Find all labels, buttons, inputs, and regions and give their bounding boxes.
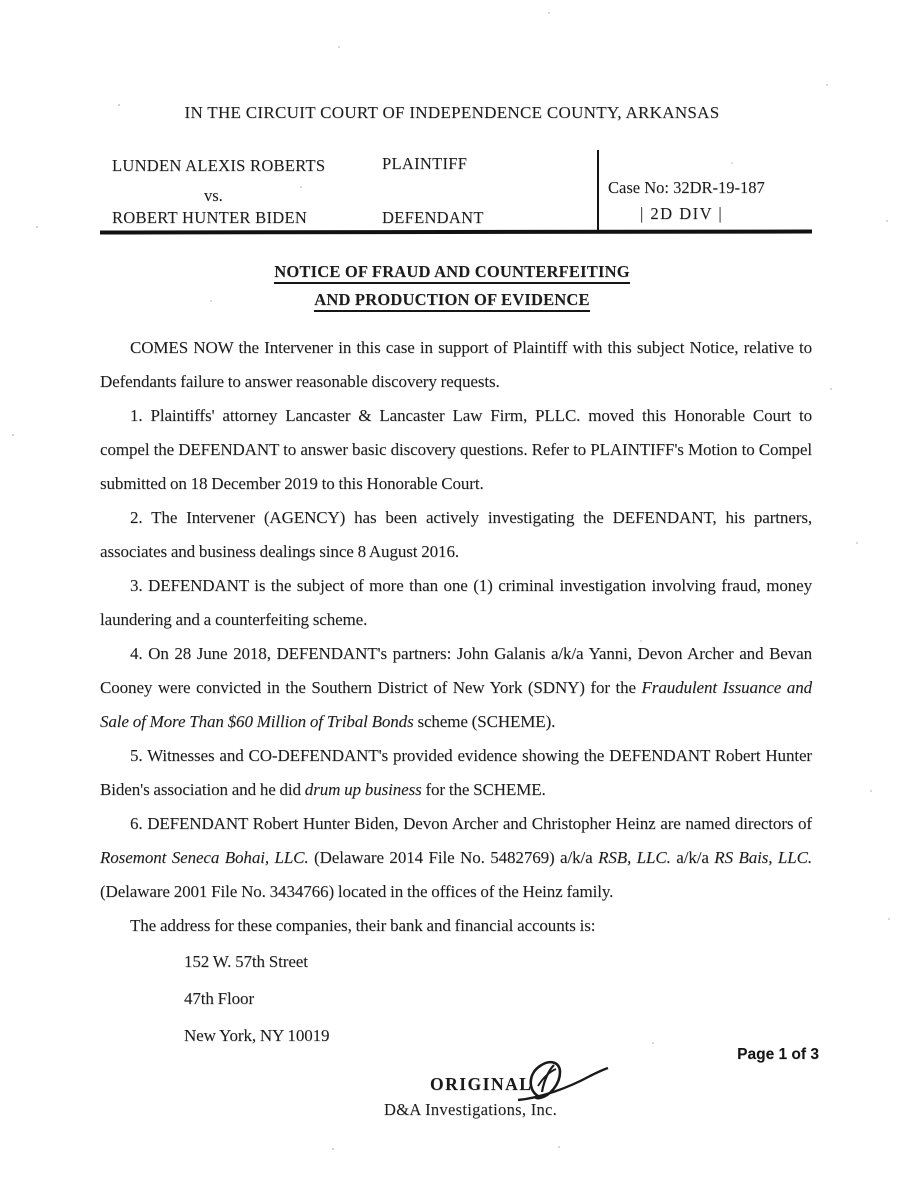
italic-text-segment: drum up business: [304, 780, 422, 799]
scan-speckle: [870, 790, 872, 792]
scan-speckle: [558, 1146, 560, 1148]
caption-vertical-divider: [597, 150, 599, 232]
case-caption: [100, 150, 812, 232]
text-segment: 3. DEFENDANT is the subject of more than one (1) criminal investigation involving fraud, money laundering and a counterfeiting scheme.: [100, 576, 812, 629]
caption-bottom-rule: [100, 230, 812, 235]
body-paragraph: [100, 569, 812, 637]
address-line: 152 W. 57th Street: [184, 952, 308, 971]
scan-speckle: [856, 542, 858, 544]
scan-speckle: [731, 162, 733, 164]
organization-name: D&A Investigations, Inc.: [384, 1100, 558, 1119]
scan-speckle: [548, 12, 550, 14]
defendant-name: ROBERT HUNTER BIDEN: [112, 208, 308, 227]
scan-speckle: [118, 104, 120, 106]
italic-text-segment: Rosemont Seneca Bohai, LLC.: [100, 848, 309, 867]
text-segment: The address for these companies, their bank and financial accounts is:: [130, 916, 596, 935]
italic-text-segment: RS Bais, LLC.: [714, 848, 812, 867]
body-text: [100, 331, 812, 1054]
scan-speckle: [640, 640, 642, 642]
body-paragraph: [100, 807, 812, 909]
scan-speckle: [300, 186, 302, 188]
page-number: Page 1 of 3: [737, 1046, 819, 1063]
defendant-role-label: DEFENDANT: [382, 208, 484, 227]
scan-speckle: [210, 300, 212, 302]
text-segment: scheme (SCHEME).: [413, 712, 556, 731]
original-stamp-text: ORIGINAL: [430, 1074, 533, 1094]
scan-speckle: [886, 220, 888, 222]
text-segment: (Delaware 2014 File No. 5482769) a/k/a: [308, 848, 599, 867]
body-paragraph: [100, 739, 812, 807]
versus-label: vs.: [204, 186, 223, 205]
text-segment: 4. On 28 June 2018, DEFENDANT's partners: John Galanis a/k/a Yanni, Devon Archer and Bevan Cooney were convicted in the Southern District of New York (SDNY) for the: [100, 644, 812, 697]
original-stamp: [430, 1074, 532, 1095]
address-block: [184, 943, 812, 1054]
scan-speckle: [36, 226, 38, 228]
court-header: IN THE CIRCUIT COURT OF INDEPENDENCE COUNTY, ARKANSAS: [184, 103, 720, 122]
text-segment: 5. Witnesses and CO-DEFENDANT's provided evidence showing the DEFENDANT Robert Hunter Biden's association and he did: [100, 746, 812, 799]
address-line: 47th Floor: [184, 989, 255, 1008]
scan-speckle: [338, 46, 340, 48]
scan-speckle: [652, 1042, 654, 1044]
case-number: Case No: 32DR-19-187: [608, 178, 765, 197]
text-segment: (Delaware 2001 File No. 3434766) located in the offices of the Heinz family.: [100, 882, 614, 901]
scan-speckle: [888, 918, 890, 920]
document-title: [0, 258, 904, 314]
body-paragraph: [100, 399, 812, 501]
scan-speckle: [332, 1148, 334, 1150]
text-segment: 2. The Intervener (AGENCY) has been actively investigating the DEFENDANT, his partners, associates and business dealings since 8 August 2016.: [100, 508, 812, 561]
title-line-2: AND PRODUCTION OF EVIDENCE: [314, 290, 589, 312]
plaintiff-role-label: PLAINTIFF: [382, 154, 468, 173]
text-segment: for the SCHEME.: [421, 780, 546, 799]
case-division: | 2D DIV |: [640, 204, 724, 223]
scan-speckle: [12, 434, 14, 436]
body-paragraph: [100, 331, 812, 399]
text-segment: a/k/a: [670, 848, 715, 867]
text-segment: 6. DEFENDANT Robert Hunter Biden, Devon Archer and Christopher Heinz are named directors of: [130, 814, 812, 833]
body-paragraph: [100, 637, 812, 739]
italic-text-segment: Fraudulent Issuance and Sale of More Than $60 Million of Tribal Bonds: [100, 678, 812, 731]
italic-text-segment: RSB, LLC.: [598, 848, 671, 867]
scan-speckle: [826, 84, 828, 86]
text-segment: COMES NOW the Intervener in this case in support of Plaintiff with this subject Notice, relative to Defendants failure to answer reasonable discovery requests.: [100, 338, 812, 391]
plaintiff-name: LUNDEN ALEXIS ROBERTS: [112, 156, 326, 175]
body-paragraph: [100, 909, 812, 943]
address-line: New York, NY 10019: [184, 1026, 330, 1045]
body-paragraph: [100, 501, 812, 569]
title-line-1: NOTICE OF FRAUD AND COUNTERFEITING: [274, 262, 629, 284]
scan-speckle: [830, 388, 832, 390]
text-segment: 1. Plaintiffs' attorney Lancaster & Lancaster Law Firm, PLLC. moved this Honorable Court to compel the DEFENDANT to answer basic discovery questions. Refer to PLAINTIFF's Motion to Compel submitted on 18 December 2019 to this Honorable Court.: [100, 406, 812, 493]
